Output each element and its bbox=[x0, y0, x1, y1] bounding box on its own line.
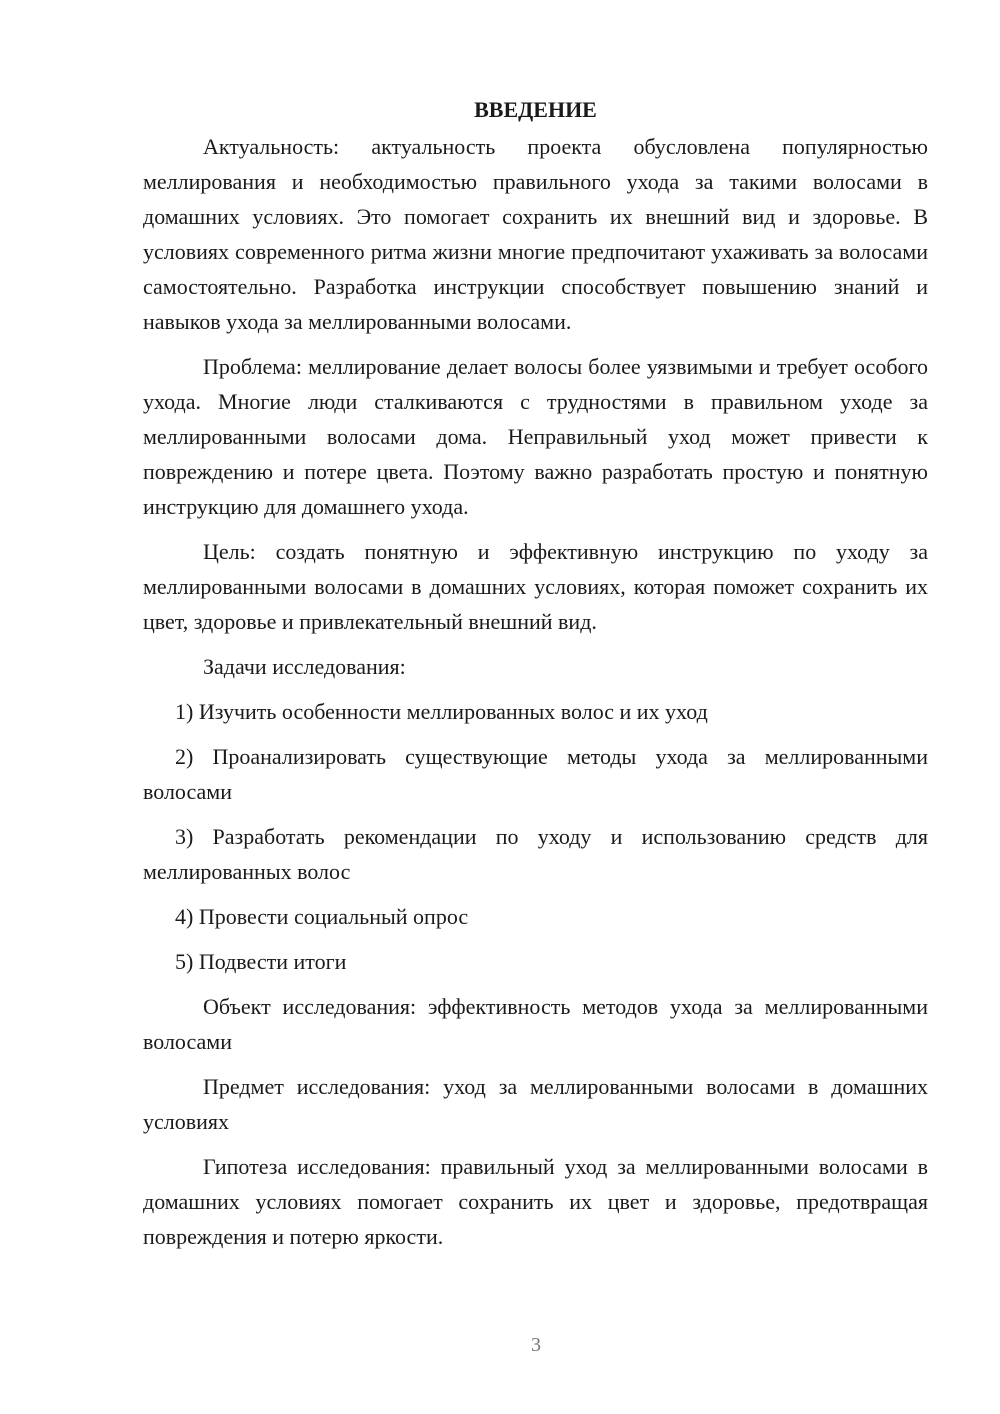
task-item-3: 3) Разработать рекомендации по уходу и использованию средств для меллированных волос bbox=[143, 824, 928, 884]
task-item-1: 1) Изучить особенности меллированных волос и их уход bbox=[175, 699, 708, 724]
paragraph-goal: Цель: создать понятную и эффективную инструкцию по уходу за меллированными волосами в домашних условиях, которая поможет сохранить их цвет, здоровье и привлекательный внешний вид. bbox=[143, 539, 928, 634]
paragraph-subject: Предмет исследования: уход за меллированными волосами в домашних условиях bbox=[143, 1074, 928, 1134]
paragraph-hypothesis: Гипотеза исследования: правильный уход за меллированными волосами в домашних условиях помогает сохранить их цвет и здоровье, предотвращая повреждения и потерю яркости. bbox=[143, 1154, 928, 1249]
paragraph-problem: Проблема: меллирование делает волосы более уязвимыми и требует особого ухода. Многие люди сталкиваются с трудностями в правильном уходе за меллированными волосами дома. Неправильный уход может привести к повреждению и потере цвета. Поэтому важно разработать простую и понятную инструкцию для домашнего ухода. bbox=[143, 354, 928, 519]
paragraph-object: Объект исследования: эффективность методов ухода за меллированными волосами bbox=[143, 994, 928, 1054]
task-item-4: 4) Провести социальный опрос bbox=[175, 904, 469, 929]
paragraph-relevance: Актуальность: актуальность проекта обусловлена популярностью меллирования и необходимостью правильного ухода за такими волосами в домашних условиях. Это помогает сохранить их внешний вид и здоровье. В условиях современного ритма жизни многие предпочитают ухаживать за волосами самостоятельно. Разработка инструкции способствует повышению знаний и навыков ухода за меллированными волосами. bbox=[143, 134, 928, 334]
page-number: 3 bbox=[531, 1334, 541, 1356]
task-item-2: 2) Проанализировать существующие методы ухода за меллированными волосами bbox=[143, 744, 928, 804]
section-heading: ВВЕДЕНИЕ bbox=[474, 97, 597, 122]
paragraph-tasks-title: Задачи исследования: bbox=[203, 654, 406, 679]
page-content bbox=[143, 92, 928, 1264]
task-item-5: 5) Подвести итоги bbox=[175, 949, 347, 974]
